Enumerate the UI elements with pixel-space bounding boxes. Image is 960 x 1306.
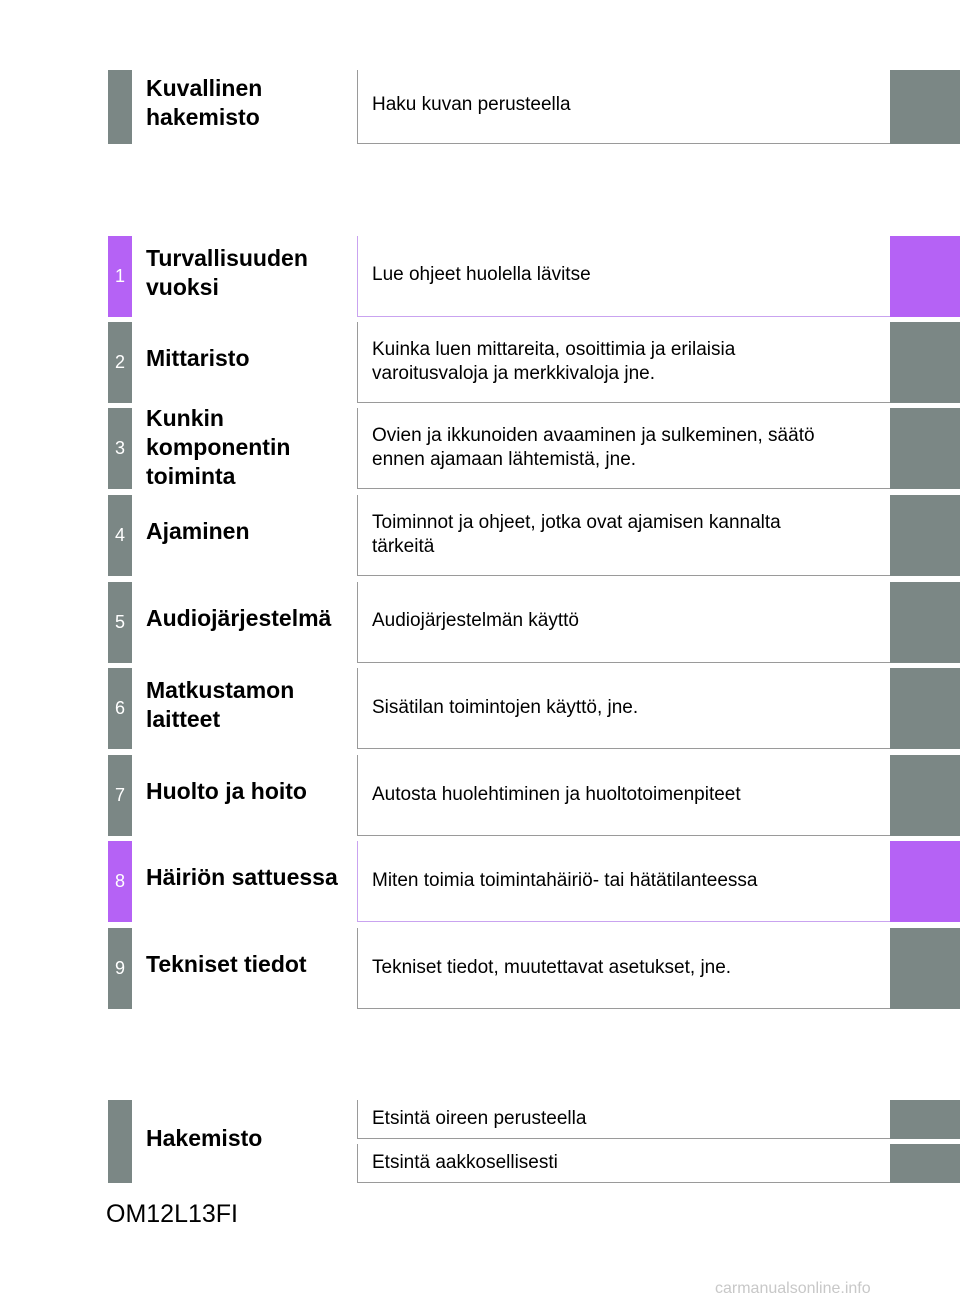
chapter-desc-box [357, 236, 890, 317]
chapter-row-8[interactable] [0, 841, 960, 922]
chapter-desc-box [357, 841, 890, 922]
document-code: OM12L13FI [106, 1200, 239, 1228]
chapter-row-1[interactable] [0, 236, 960, 317]
chapter-tab-5[interactable] [890, 582, 960, 663]
picture-index-title: Kuvallinen hakemisto [146, 75, 263, 130]
chapter-row-9[interactable] [0, 928, 960, 1009]
chapter-number: 8 [108, 841, 132, 922]
chapter-description: Sisätilan toimintojen käyttö, jne. [372, 697, 639, 718]
picture-index-row[interactable] [0, 70, 960, 144]
chapter-title: Matkustamon laitteet [146, 677, 295, 732]
picture-index-marker [108, 70, 132, 144]
chapter-tab-7[interactable] [890, 755, 960, 836]
chapter-number: 4 [108, 495, 132, 576]
chapter-row-3[interactable] [0, 405, 960, 489]
index-tab-symptom[interactable] [890, 1100, 960, 1139]
chapter-row-7[interactable] [0, 755, 960, 836]
chapter-description: Lue ohjeet huolella lävitse [372, 264, 591, 285]
index-title: Hakemisto [146, 1125, 263, 1151]
chapter-description: Kuinka luen mittareita, osoittimia ja erilaisia varoitusvaloja ja merkkivaloja jne. [372, 339, 736, 384]
chapter-number: 7 [108, 755, 132, 836]
chapter-title: Tekniset tiedot [146, 951, 307, 977]
chapter-number: 2 [108, 322, 132, 403]
chapter-tab-1[interactable] [890, 236, 960, 317]
chapter-desc-box [357, 928, 890, 1009]
chapter-desc-box [357, 668, 890, 749]
chapter-row-4[interactable] [0, 495, 960, 576]
picture-index-desc-box [357, 70, 890, 144]
chapter-desc-box [357, 408, 890, 489]
chapter-row-6[interactable] [0, 668, 960, 749]
chapter-tab-8[interactable] [890, 841, 960, 922]
index-row[interactable] [0, 1100, 960, 1183]
chapter-description: Toiminnot ja ohjeet, jotka ovat ajamisen kannalta tärkeitä [372, 512, 781, 557]
chapter-desc-box [357, 582, 890, 663]
chapter-desc-box [357, 322, 890, 403]
chapter-description: Audiojärjestelmän käyttö [372, 610, 579, 631]
chapter-title: Ajaminen [146, 518, 250, 544]
chapter-title: Audiojärjestelmä [146, 605, 332, 631]
chapter-tab-6[interactable] [890, 668, 960, 749]
chapter-tab-4[interactable] [890, 495, 960, 576]
chapter-title: Kunkin komponentin toiminta [146, 405, 291, 489]
chapter-tab-2[interactable] [890, 322, 960, 403]
chapter-tab-3[interactable] [890, 408, 960, 489]
chapter-number: 6 [108, 668, 132, 749]
chapter-title: Turvallisuuden vuoksi [146, 245, 308, 300]
index-item-2-box[interactable] [357, 1144, 890, 1183]
chapter-tab-9[interactable] [890, 928, 960, 1009]
chapter-desc-box [357, 495, 890, 576]
index-item-symptom: Etsintä oireen perusteella [372, 1108, 587, 1129]
chapter-description: Tekniset tiedot, muutettavat asetukset, jne. [372, 957, 732, 978]
chapter-title: Mittaristo [146, 345, 250, 371]
chapter-description: Ovien ja ikkunoiden avaaminen ja sulkeminen, säätö ennen ajamaan lähtemistä, jne. [372, 425, 815, 470]
chapter-number: 3 [108, 408, 132, 489]
chapter-description: Autosta huolehtiminen ja huoltotoimenpiteet [372, 784, 741, 805]
chapter-row-2[interactable] [0, 322, 960, 403]
index-marker [108, 1100, 132, 1183]
chapter-title: Häiriön sattuessa [146, 864, 338, 890]
picture-index-tab[interactable] [890, 70, 960, 144]
chapter-number: 5 [108, 582, 132, 663]
chapter-number: 9 [108, 928, 132, 1009]
watermark: carmanualsonline.info [715, 1280, 871, 1297]
chapter-desc-box [357, 755, 890, 836]
picture-index-description: Haku kuvan perusteella [372, 94, 571, 115]
chapter-title: Huolto ja hoito [146, 778, 307, 804]
index-tab-alphabetical[interactable] [890, 1144, 960, 1183]
chapter-description: Miten toimia toimintahäiriö- tai hätätilanteessa [372, 870, 758, 891]
chapter-number: 1 [108, 236, 132, 317]
index-item-alphabetical: Etsintä aakkosellisesti [372, 1152, 558, 1173]
chapter-row-5[interactable] [0, 582, 960, 663]
index-item-1-box[interactable] [357, 1100, 890, 1139]
